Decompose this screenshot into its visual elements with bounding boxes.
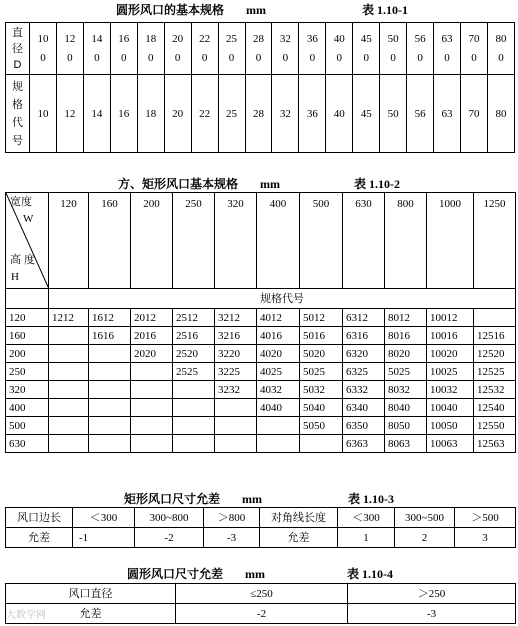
table2-code-cell: 6325: [343, 363, 385, 381]
table2-code-cell: [173, 381, 215, 399]
table1-diameter-cell: 40 0: [326, 23, 353, 75]
table1-diameter-cell: 80 0: [487, 23, 514, 75]
table3-header-cell: 300~500: [395, 508, 455, 528]
table3-header-cell: ＞800: [204, 508, 260, 528]
table2-code-cell: [257, 435, 300, 453]
table1-diameter-cell: 63 0: [434, 23, 461, 75]
table2-code-cell: [49, 435, 89, 453]
table2-code-cell: [131, 417, 173, 435]
table1-unit: mm: [246, 3, 267, 17]
table1-code-cell: 45: [353, 75, 380, 153]
table2-code-cell: 6316: [343, 327, 385, 345]
table1-diameter-cell: 45 0: [353, 23, 380, 75]
table3-unit: mm: [242, 492, 263, 506]
table2-row: [6, 345, 516, 363]
label-char: 径: [12, 42, 23, 55]
table2-code-cell: [131, 399, 173, 417]
table2-code-cell: 2516: [173, 327, 215, 345]
table2-code-cell: [131, 435, 173, 453]
table2-code-cell: [89, 399, 131, 417]
table2-code-cell: 8016: [385, 327, 427, 345]
table2-code-cell: 6320: [343, 345, 385, 363]
table1-code-cell: 56: [407, 75, 434, 153]
table1-diameter-cell: 20 0: [164, 23, 191, 75]
table1-diameter-cell: 28 0: [245, 23, 272, 75]
table2-code-cell: 8050: [385, 417, 427, 435]
table2-code-cell: 5020: [300, 345, 343, 363]
table2-code-cell: 8012: [385, 309, 427, 327]
table2-title: 方、矩形风口基本规格: [118, 177, 239, 191]
table2-code-cell: 10016: [427, 327, 474, 345]
table2-code-cell: 10063: [427, 435, 474, 453]
table2-code-cell: 1212: [49, 309, 89, 327]
table4-header-cell: ＞250: [348, 584, 516, 604]
table2-code-label-row: [6, 289, 516, 309]
table2-width-header: 800: [385, 193, 427, 289]
table2-height-cell: 120: [6, 309, 49, 327]
table1-diameter-cell: 14 0: [83, 23, 110, 75]
table1-row-diameter: [6, 23, 515, 75]
label-char: 代: [12, 116, 23, 129]
table2-code-cell: 3212: [215, 309, 257, 327]
table4-unit: mm: [245, 567, 266, 581]
label-char: 规: [12, 80, 23, 93]
table1-code-cell: 63: [434, 75, 461, 153]
table3-title-line: [124, 490, 424, 507]
table2-corner-cell: [6, 193, 49, 289]
table2-width-header: 200: [131, 193, 173, 289]
table2-code-cell: 3220: [215, 345, 257, 363]
table1-code-cell: 12: [56, 75, 83, 153]
table2-row: [6, 327, 516, 345]
table2-code-cell: 10025: [427, 363, 474, 381]
table2-code-cell: [89, 381, 131, 399]
table2-row: [6, 399, 516, 417]
table2-height-cell: 160: [6, 327, 49, 345]
table2-code-cell: 5032: [300, 381, 343, 399]
table2-code-cell: 8040: [385, 399, 427, 417]
table2-width-header: 160: [89, 193, 131, 289]
table1-diameter-cell: 18 0: [137, 23, 164, 75]
corner-width-symbol: W: [23, 213, 34, 225]
table2-code-cell: 4040: [257, 399, 300, 417]
table2-code-cell: [89, 417, 131, 435]
table1-row-code: [6, 75, 515, 153]
table4-title-line: [127, 565, 427, 582]
table2-width-header: 120: [49, 193, 89, 289]
table2-width-header: 320: [215, 193, 257, 289]
table2-code-cell: 2016: [131, 327, 173, 345]
table2-code-cell: [89, 363, 131, 381]
table3-value-cell: -1: [73, 528, 135, 548]
table1-code-cell: 50: [380, 75, 407, 153]
table2-row: [6, 381, 516, 399]
table2-row: [6, 363, 516, 381]
table2-code-cell: [89, 345, 131, 363]
table2-code-cell: [49, 345, 89, 363]
table2-code-cell: 12525: [474, 363, 516, 381]
table2-code-cell: 10050: [427, 417, 474, 435]
table2-header-row: [6, 193, 516, 289]
table1-code-cell: 70: [461, 75, 488, 153]
table2-code-cell: 12540: [474, 399, 516, 417]
table2-code-cell: 3225: [215, 363, 257, 381]
table2-code-cell: [474, 309, 516, 327]
table1-round-outlet-spec: [5, 22, 515, 153]
table1-diameter-cell: 56 0: [407, 23, 434, 75]
table1-code-cell: 40: [326, 75, 353, 153]
table3-header-row: [6, 508, 516, 528]
table2-code-cell: 2520: [173, 345, 215, 363]
table3-header-cell: ＜300: [73, 508, 135, 528]
table2-code-cell: [49, 363, 89, 381]
table2-code-cell: 4032: [257, 381, 300, 399]
table2-empty-cell: [6, 289, 49, 309]
table2-code-cell: 12550: [474, 417, 516, 435]
table3-value-cell: -2: [135, 528, 204, 548]
table2-code-cell: [300, 435, 343, 453]
table1-diameter-cell: 22 0: [191, 23, 218, 75]
table1-code-cell: 80: [487, 75, 514, 153]
table2-width-header: 250: [173, 193, 215, 289]
table1-code-cell: 14: [83, 75, 110, 153]
table4-title: 圆形风口尺寸允差: [127, 567, 224, 581]
table1-code-label: [6, 75, 30, 153]
table2-code-cell: [257, 417, 300, 435]
table2-code-cell: 3232: [215, 381, 257, 399]
table3-header-cell: 300~800: [135, 508, 204, 528]
table2-width-header: 500: [300, 193, 343, 289]
table1-diameter-cell: 50 0: [380, 23, 407, 75]
label-char: 格: [12, 98, 23, 111]
table2-code-cell: 12532: [474, 381, 516, 399]
table1-code-cell: 20: [164, 75, 191, 153]
table1-title: 圆形风口的基本规格: [116, 3, 225, 17]
table3-title: 矩形风口尺寸允差: [124, 492, 221, 506]
table2-code-cell: [89, 435, 131, 453]
label-char: D: [13, 58, 22, 71]
watermark: 大数学网: [6, 610, 46, 621]
table2-code-cell: 5016: [300, 327, 343, 345]
table2-code-cell: 4025: [257, 363, 300, 381]
corner-width-label: 宽度: [10, 196, 32, 208]
table2-number: 表 1.10-2: [354, 177, 400, 191]
table4-header-row: [6, 584, 516, 604]
table2-code-cell: [49, 381, 89, 399]
table4-round-tolerance: [5, 583, 516, 624]
table2-code-cell: [215, 417, 257, 435]
table3-header-cell: ＞500: [455, 508, 516, 528]
table3-header-cell: 对角线长度: [260, 508, 338, 528]
table2-code-cell: 10032: [427, 381, 474, 399]
table3-value-row: [6, 528, 516, 548]
table1-code-cell: 10: [30, 75, 57, 153]
table1-diameter-label: [6, 23, 30, 75]
table2-code-cell: [173, 435, 215, 453]
table4-number: 表 1.10-4: [347, 567, 393, 581]
table4-header-cell: 风口直径: [6, 584, 176, 604]
table2-height-cell: 200: [6, 345, 49, 363]
table2-code-cell: 5025: [300, 363, 343, 381]
table2-code-cell: [131, 381, 173, 399]
table2-width-header: 1000: [427, 193, 474, 289]
table2-code-cell: 12563: [474, 435, 516, 453]
table2-code-cell: 1616: [89, 327, 131, 345]
table2-height-cell: 250: [6, 363, 49, 381]
table2-code-cell: [215, 399, 257, 417]
table4-value-cell: -2: [176, 604, 348, 624]
table3-value-cell: 3: [455, 528, 516, 548]
table2-code-cell: 2525: [173, 363, 215, 381]
table1-diameter-cell: 16 0: [110, 23, 137, 75]
table2-code-label: 规格代号: [49, 289, 516, 309]
corner-height-label: 高 度: [10, 254, 36, 266]
table2-height-cell: 500: [6, 417, 49, 435]
table2-code-cell: 8020: [385, 345, 427, 363]
table2-code-cell: [49, 327, 89, 345]
table2-width-header: 1250: [474, 193, 516, 289]
table2-code-cell: 12520: [474, 345, 516, 363]
table4-value-cell: 允差: [6, 604, 176, 624]
table2-code-cell: 10020: [427, 345, 474, 363]
table3-rect-tolerance: [5, 507, 516, 548]
table2-code-cell: 6332: [343, 381, 385, 399]
table1-code-cell: 22: [191, 75, 218, 153]
table3-value-cell: 允差: [260, 528, 338, 548]
table2-code-cell: [173, 417, 215, 435]
table2-code-cell: 5040: [300, 399, 343, 417]
table2-code-cell: 4020: [257, 345, 300, 363]
table2-code-cell: [131, 363, 173, 381]
table2-code-cell: 5025: [385, 363, 427, 381]
table2-height-cell: 630: [6, 435, 49, 453]
table2-title-line: [118, 175, 418, 192]
table2-rect-outlet-spec: [5, 192, 516, 453]
table2-code-cell: 6350: [343, 417, 385, 435]
table4-value-cell: -3: [348, 604, 516, 624]
table2-code-cell: 6363: [343, 435, 385, 453]
table3-value-cell: 1: [338, 528, 395, 548]
table2-code-cell: 3216: [215, 327, 257, 345]
table3-value-cell: -3: [204, 528, 260, 548]
label-char: 直: [12, 26, 23, 39]
corner-height-symbol: H: [11, 271, 19, 283]
table1-code-cell: 32: [272, 75, 299, 153]
table1-code-cell: 16: [110, 75, 137, 153]
table2-width-header: 400: [257, 193, 300, 289]
table2-code-cell: [215, 435, 257, 453]
table1-title-line: [116, 1, 416, 18]
table1-diameter-cell: 32 0: [272, 23, 299, 75]
table2-code-cell: [173, 399, 215, 417]
table1-diameter-cell: 10 0: [30, 23, 57, 75]
table2-code-cell: [49, 417, 89, 435]
table1-diameter-cell: 70 0: [461, 23, 488, 75]
table2-code-cell: [49, 399, 89, 417]
table3-value-cell: 允差: [6, 528, 73, 548]
table1-code-cell: 28: [245, 75, 272, 153]
table2-code-cell: 2512: [173, 309, 215, 327]
table2-code-cell: 2012: [131, 309, 173, 327]
table4-header-cell: ≤250: [176, 584, 348, 604]
table1-code-cell: 36: [299, 75, 326, 153]
table2-unit: mm: [260, 177, 281, 191]
table3-header-cell: ＜300: [338, 508, 395, 528]
table1-diameter-cell: 25 0: [218, 23, 245, 75]
table2-code-cell: 6312: [343, 309, 385, 327]
table2-code-cell: 10012: [427, 309, 474, 327]
table1-code-cell: 25: [218, 75, 245, 153]
table3-header-cell: 风口边长: [6, 508, 73, 528]
table2-code-cell: 5012: [300, 309, 343, 327]
table1-diameter-cell: 12 0: [56, 23, 83, 75]
table2-code-cell: 4016: [257, 327, 300, 345]
table1-code-cell: 18: [137, 75, 164, 153]
table2-code-cell: 10040: [427, 399, 474, 417]
table2-width-header: 630: [343, 193, 385, 289]
table2-height-cell: 400: [6, 399, 49, 417]
table3-number: 表 1.10-3: [348, 492, 394, 506]
table2-code-cell: 8063: [385, 435, 427, 453]
table2-code-cell: 8032: [385, 381, 427, 399]
table2-code-cell: 4012: [257, 309, 300, 327]
table1-diameter-cell: 36 0: [299, 23, 326, 75]
table2-code-cell: 12516: [474, 327, 516, 345]
table2-code-cell: 2020: [131, 345, 173, 363]
table2-code-cell: 1612: [89, 309, 131, 327]
table2-row: [6, 435, 516, 453]
table2-code-cell: 6340: [343, 399, 385, 417]
table3-value-cell: 2: [395, 528, 455, 548]
table1-number: 表 1.10-1: [362, 3, 408, 17]
table2-row: [6, 417, 516, 435]
label-char: 号: [12, 134, 23, 147]
table2-code-cell: 5050: [300, 417, 343, 435]
table4-value-row: [6, 604, 516, 624]
table2-height-cell: 320: [6, 381, 49, 399]
table2-row: [6, 309, 516, 327]
